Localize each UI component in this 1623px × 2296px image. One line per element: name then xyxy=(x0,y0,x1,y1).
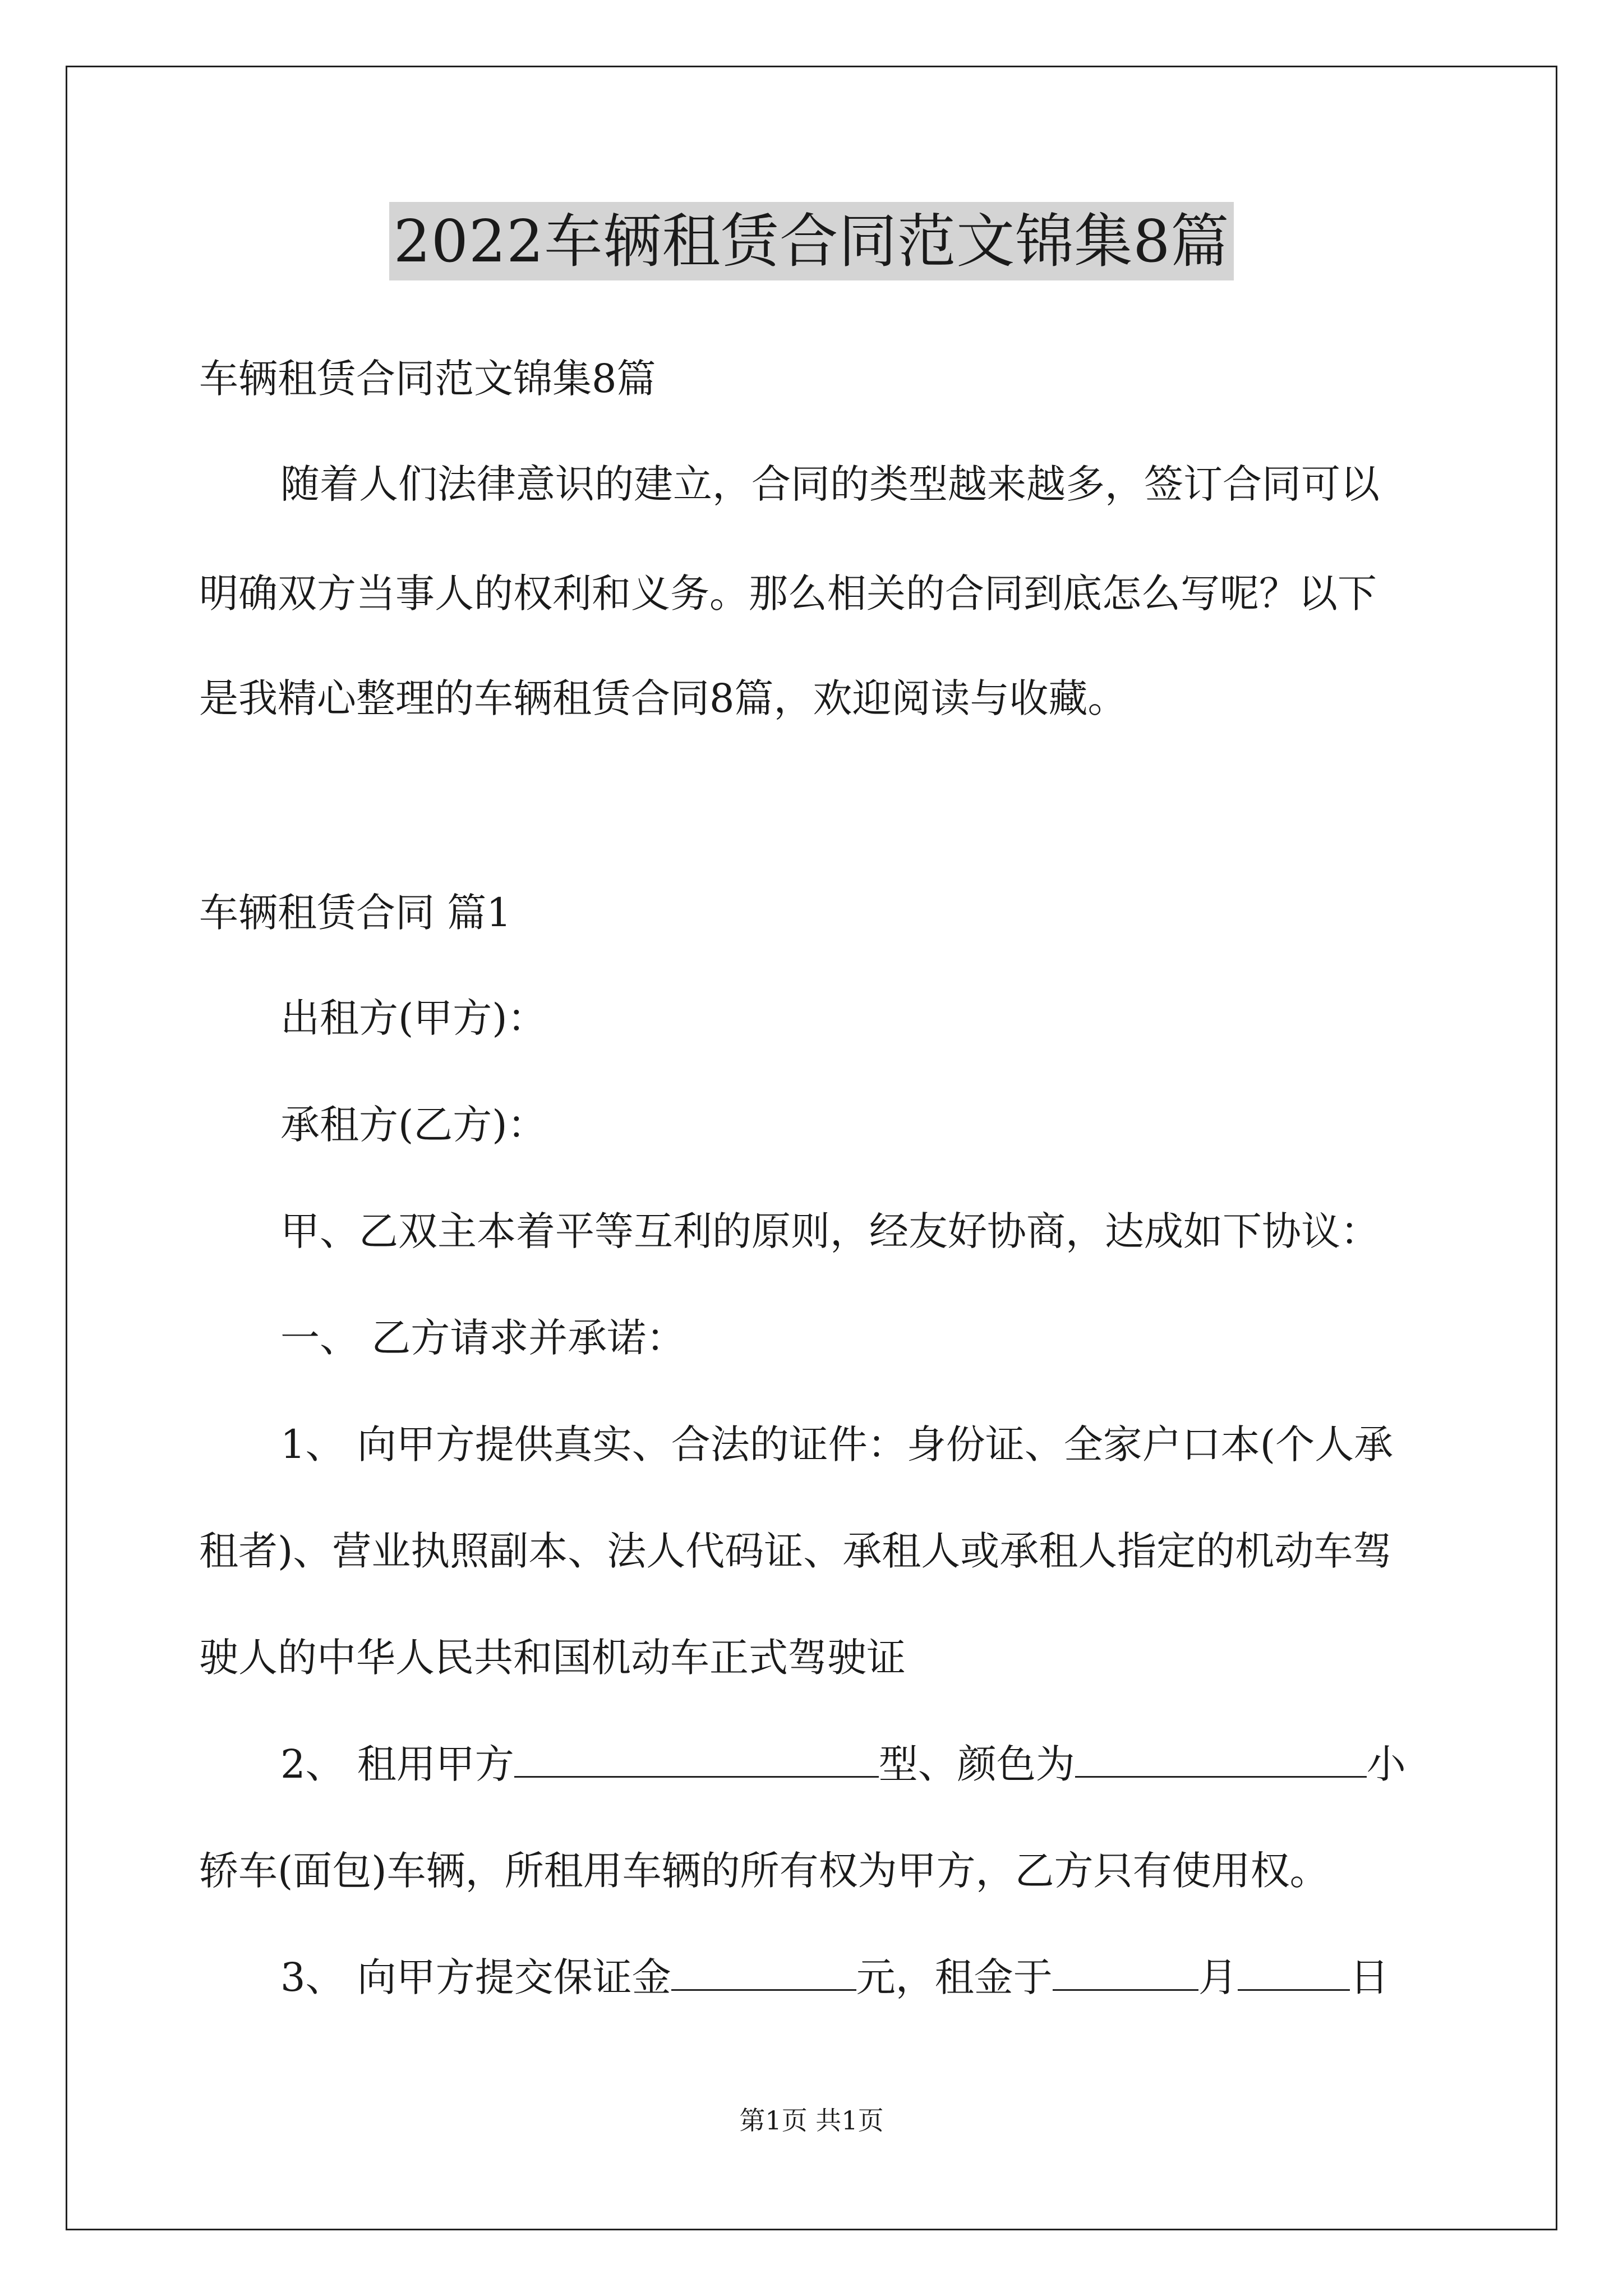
document-subtitle: 车辆租赁合同范文锦集8篇 xyxy=(199,356,656,402)
document-title: 2022车辆租赁合同范文锦集8篇 xyxy=(389,202,1234,280)
item3-text-a: 3、 向甲方提交保证金 xyxy=(280,1954,671,2000)
item2-text-a: 2、 租用甲方 xyxy=(280,1741,514,1787)
item2-text-c: 小 xyxy=(1366,1741,1406,1787)
lessee-label: 承租方(乙方)： xyxy=(280,1102,547,1148)
clause-one-heading: 一、 乙方请求并承诺： xyxy=(280,1315,686,1361)
day-blank xyxy=(1238,1954,1350,1991)
month-blank xyxy=(1053,1954,1198,1991)
intro-line-2: 明确双方当事人的权利和义务。那么相关的合同到底怎么写呢？以下 xyxy=(199,570,1377,616)
vehicle-model-blank xyxy=(514,1741,879,1778)
item3-text-b: 元，租金于 xyxy=(856,1954,1053,2000)
item3-line-1 xyxy=(280,1952,1389,2003)
item2-text-b: 型、颜色为 xyxy=(878,1741,1075,1787)
vehicle-color-blank xyxy=(1075,1741,1367,1778)
section-heading: 车辆租赁合同 篇1 xyxy=(199,890,511,936)
deposit-blank xyxy=(671,1954,856,1991)
item1-line-2: 租者)、营业执照副本、法人代码证、承租人或承租人指定的机动车驾 xyxy=(199,1528,1393,1574)
title-container xyxy=(0,202,1623,280)
item3-text-d: 日 xyxy=(1349,1954,1389,2000)
item2-line-1 xyxy=(280,1739,1406,1789)
item1-line-3: 驶人的中华人民共和国机动车正式驾驶证 xyxy=(199,1635,906,1681)
intro-line-3: 是我精心整理的车辆租赁合同8篇，欢迎阅读与收藏。 xyxy=(199,675,1127,721)
item1-line-1: 1、 向甲方提供真实、合法的证件：身份证、全家户口本(个人承 xyxy=(280,1421,1394,1467)
intro-line-1: 随着人们法律意识的建立，合同的类型越来越多，签订合同可以 xyxy=(280,461,1380,507)
item2-line-2: 轿车(面包)车辆，所租用车辆的所有权为甲方，乙方只有使用权。 xyxy=(199,1848,1329,1894)
agreement-intro: 甲、乙双主本着平等互利的原则，经友好协商，达成如下协议： xyxy=(280,1208,1380,1254)
lessor-label: 出租方(甲方)： xyxy=(280,995,547,1041)
item3-text-c: 月 xyxy=(1198,1954,1238,2000)
page-footer: 第1页 共1页 xyxy=(739,2105,884,2136)
